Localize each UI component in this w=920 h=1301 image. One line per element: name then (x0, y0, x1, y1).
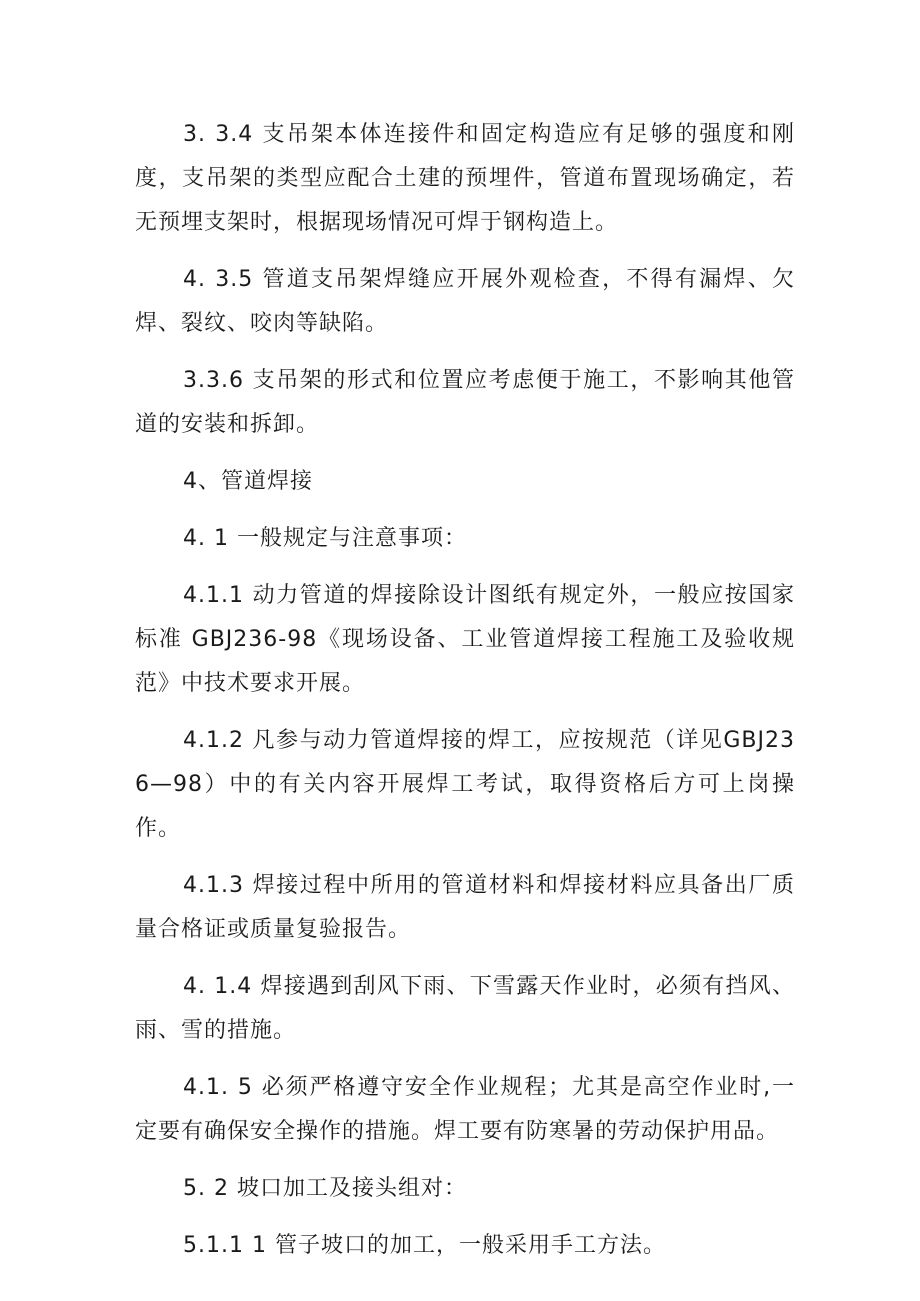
paragraph-4-1-5: 4.1. 5 必须严格遵守安全作业规程；尤其是高空作业时,一定要有确保安全操作的措施。焊工要有防寒暑的劳动保护用品。 (135, 1075, 795, 1144)
paragraph-4-1-2: 4.1.2 凡参与动力管道焊接的焊工，应按规范（详见GBJ236—98）中的有关内容开展焊工考试，取得资格后方可上岗操作。 (135, 728, 795, 841)
paragraph-4-3-5: 4. 3.5 管道支吊架焊缝应开展外观检查，不得有漏焊、欠焊、裂纹、咬肉等缺陷。 (135, 267, 795, 336)
paragraph-4-1-4: 4. 1.4 焊接遇到刮风下雨、下雪露天作业时，必须有挡风、雨、雪的措施。 (135, 974, 795, 1043)
subsection-heading-5-2: 5. 2 坡口加工及接头组对： (183, 1176, 467, 1201)
paragraph-4-1-1: 4.1.1 动力管道的焊接除设计图纸有规定外，一般应按国家标准 GBJ236-98《现场设备、工业管道焊接工程施工及验收规范》中技术要求开展。 (135, 583, 795, 696)
subsection-heading-4-1: 4. 1 一般规定与注意事项： (183, 526, 467, 551)
paragraph-4-1-3: 4.1.3 焊接过程中所用的管道材料和焊接材料应具备出厂质量合格证或质量复验报告。 (135, 873, 795, 942)
paragraph-5-1-1: 5.1.1 1 管子坡口的加工，一般采用手工方法。 (183, 1233, 666, 1258)
paragraph-3-3-6: 3.3.6 支吊架的形式和位置应考虑便于施工，不影响其他管道的安装和拆卸。 (135, 368, 795, 437)
document-body (135, 113, 795, 1281)
section-heading-4: 4、管道焊接 (183, 469, 313, 494)
paragraph-3-3-4: 3. 3.4 支吊架本体连接件和固定构造应有足够的强度和刚度，支吊架的类型应配合土建的预埋件，管道布置现场确定，若无预埋支架时，根据现场情况可焊于钢构造上。 (135, 122, 795, 235)
